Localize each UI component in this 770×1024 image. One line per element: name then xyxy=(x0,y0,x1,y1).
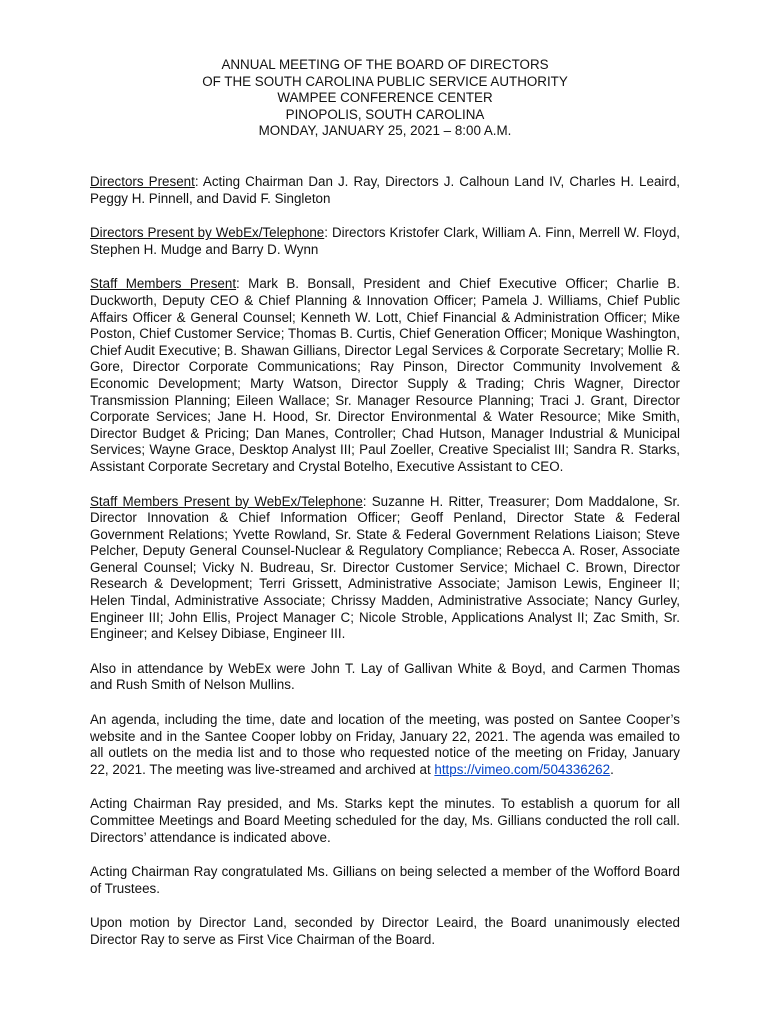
staff-webex-text: : Suzanne H. Ritter, Treasurer; Dom Maddalone, Sr. Director Innovation & Chief Information Officer; Geoff Penland, Director State & Federal Government Relations; Yvette Rowland, Sr. State & Federal Government Relations Liaison; Steve Pelcher, Deputy General Counsel-Nuclear & Regulatory Compliance; Rebecca A. Roser, Associate General Counsel; Vicky N. Budreau, Sr. Director Customer Service; Michael C. Brown, Director Research & Development; Terri Grissett, Administrative Associate; Jamison Lewis, Engineer II; Helen Tindal, Administrative Associate; Chrissy Madden, Administrative Associate; Nancy Gurley, Engineer III; John Ellis, Project Manager C; Nicole Stroble, Applications Analyst II; Zac Smith, Sr. Engineer; and Kelsey Dibiase, Engineer III. xyxy=(90,493,680,642)
document-body xyxy=(90,174,680,967)
presided-paragraph: Acting Chairman Ray presided, and Ms. Starks kept the minutes. To establish a quorum for all Committee Meetings and Board Meeting scheduled for the day, Ms. Gillians conducted the roll call. Directors’ attendance is indicated above. xyxy=(90,796,680,845)
header-location-line: PINOPOLIS, SOUTH CAROLINA xyxy=(285,106,485,122)
staff-present-label: Staff Members Present xyxy=(90,276,237,292)
document-header xyxy=(90,57,680,140)
agenda-text: An agenda, including the time, date and location of the meeting, was posted on Santee Cooper’s website and in the Santee Cooper lobby on Friday, January 22, 2021. The agenda was emailed to all outlets on the media list and to those who requested notice of the meeting on Friday, January 22, 2021. The meeting was live-streamed and archived at xyxy=(90,712,680,777)
header-title-line: ANNUAL MEETING OF THE BOARD OF DIRECTORS xyxy=(221,57,549,72)
header-venue-line: WAMPEE CONFERENCE CENTER xyxy=(277,90,493,106)
directors-webex-label: Directors Present by WebEx/Telephone xyxy=(90,225,325,241)
also-attendance-paragraph: Also in attendance by WebEx were John T. Lay of Gallivan White & Boyd, and Carmen Thomas and Rush Smith of Nelson Mullins. xyxy=(90,660,680,693)
vimeo-archive-link[interactable]: https://vimeo.com/504336262 xyxy=(434,761,611,777)
directors-webex-paragraph xyxy=(90,225,680,258)
motion-paragraph: Upon motion by Director Land, seconded by Director Leaird, the Board unanimously elected Director Ray to serve as First Vice Chairman of the Board. xyxy=(90,915,680,947)
directors-present-label: Directors Present xyxy=(90,174,195,189)
staff-webex-label: Staff Members Present by WebEx/Telephone xyxy=(90,493,363,509)
directors-present-paragraph xyxy=(90,174,680,207)
header-date-line: MONDAY, JANUARY 25, 2021 – 8:00 A.M. xyxy=(258,123,512,139)
staff-webex-paragraph xyxy=(90,494,680,643)
directors-webex-text: : Directors Kristofer Clark, William A. Finn, Merrell W. Floyd, Stephen H. Mudge and Barry D. Wynn xyxy=(90,225,681,257)
congratulated-paragraph: Acting Chairman Ray congratulated Ms. Gillians on being selected a member of the Wofford Board of Trustees. xyxy=(90,864,680,896)
staff-present-paragraph xyxy=(90,276,680,475)
agenda-end: . xyxy=(610,761,614,777)
staff-present-text: : Mark B. Bonsall, President and Chief Executive Officer; Charlie B. Duckworth, Deputy CEO & Chief Planning & Innovation Officer; Pamela J. Williams, Chief Public Affairs Officer & General Counsel; Kenneth W. Lott, Chief Financial & Administration Officer; Mike Poston, Chief Customer Service; Thomas B. Curtis, Chief Generation Officer; Monique Washington, Chief Audit Executive; B. Shawan Gillians, Director Legal Services & Corporate Secretary; Mollie R. Gore, Director Corporate Communications; Ray Pinson, Director Community Involvement & Economic Development; Marty Watson, Director Supply & Trading; Chris Wagner, Director Transmission Planning; Eileen Wallace; Sr. Manager Resource Planning; Traci J. Grant, Director Corporate Services; Jane H. Hood, Sr. Director Environmental & Water Resource; Mike Smith, Director Budget & Pricing; Dan Manes, Controller; Chad Hutson, Manager Industrial & Municipal Services; Wayne Grace, Desktop Analyst III; Paul Zoeller, Creative Specialist III; Sandra R. Starks, Assistant Corporate Secretary and Crystal Botelho, Executive Assistant to CEO. xyxy=(90,276,680,474)
header-authority-line: OF THE SOUTH CAROLINA PUBLIC SERVICE AUTHORITY xyxy=(202,73,568,89)
agenda-paragraph xyxy=(90,712,680,778)
directors-present-text: : Acting Chairman Dan J. Ray, Directors J. Calhoun Land IV, Charles H. Leaird, Peggy H. Pinnell, and David F. Singleton xyxy=(90,174,681,206)
